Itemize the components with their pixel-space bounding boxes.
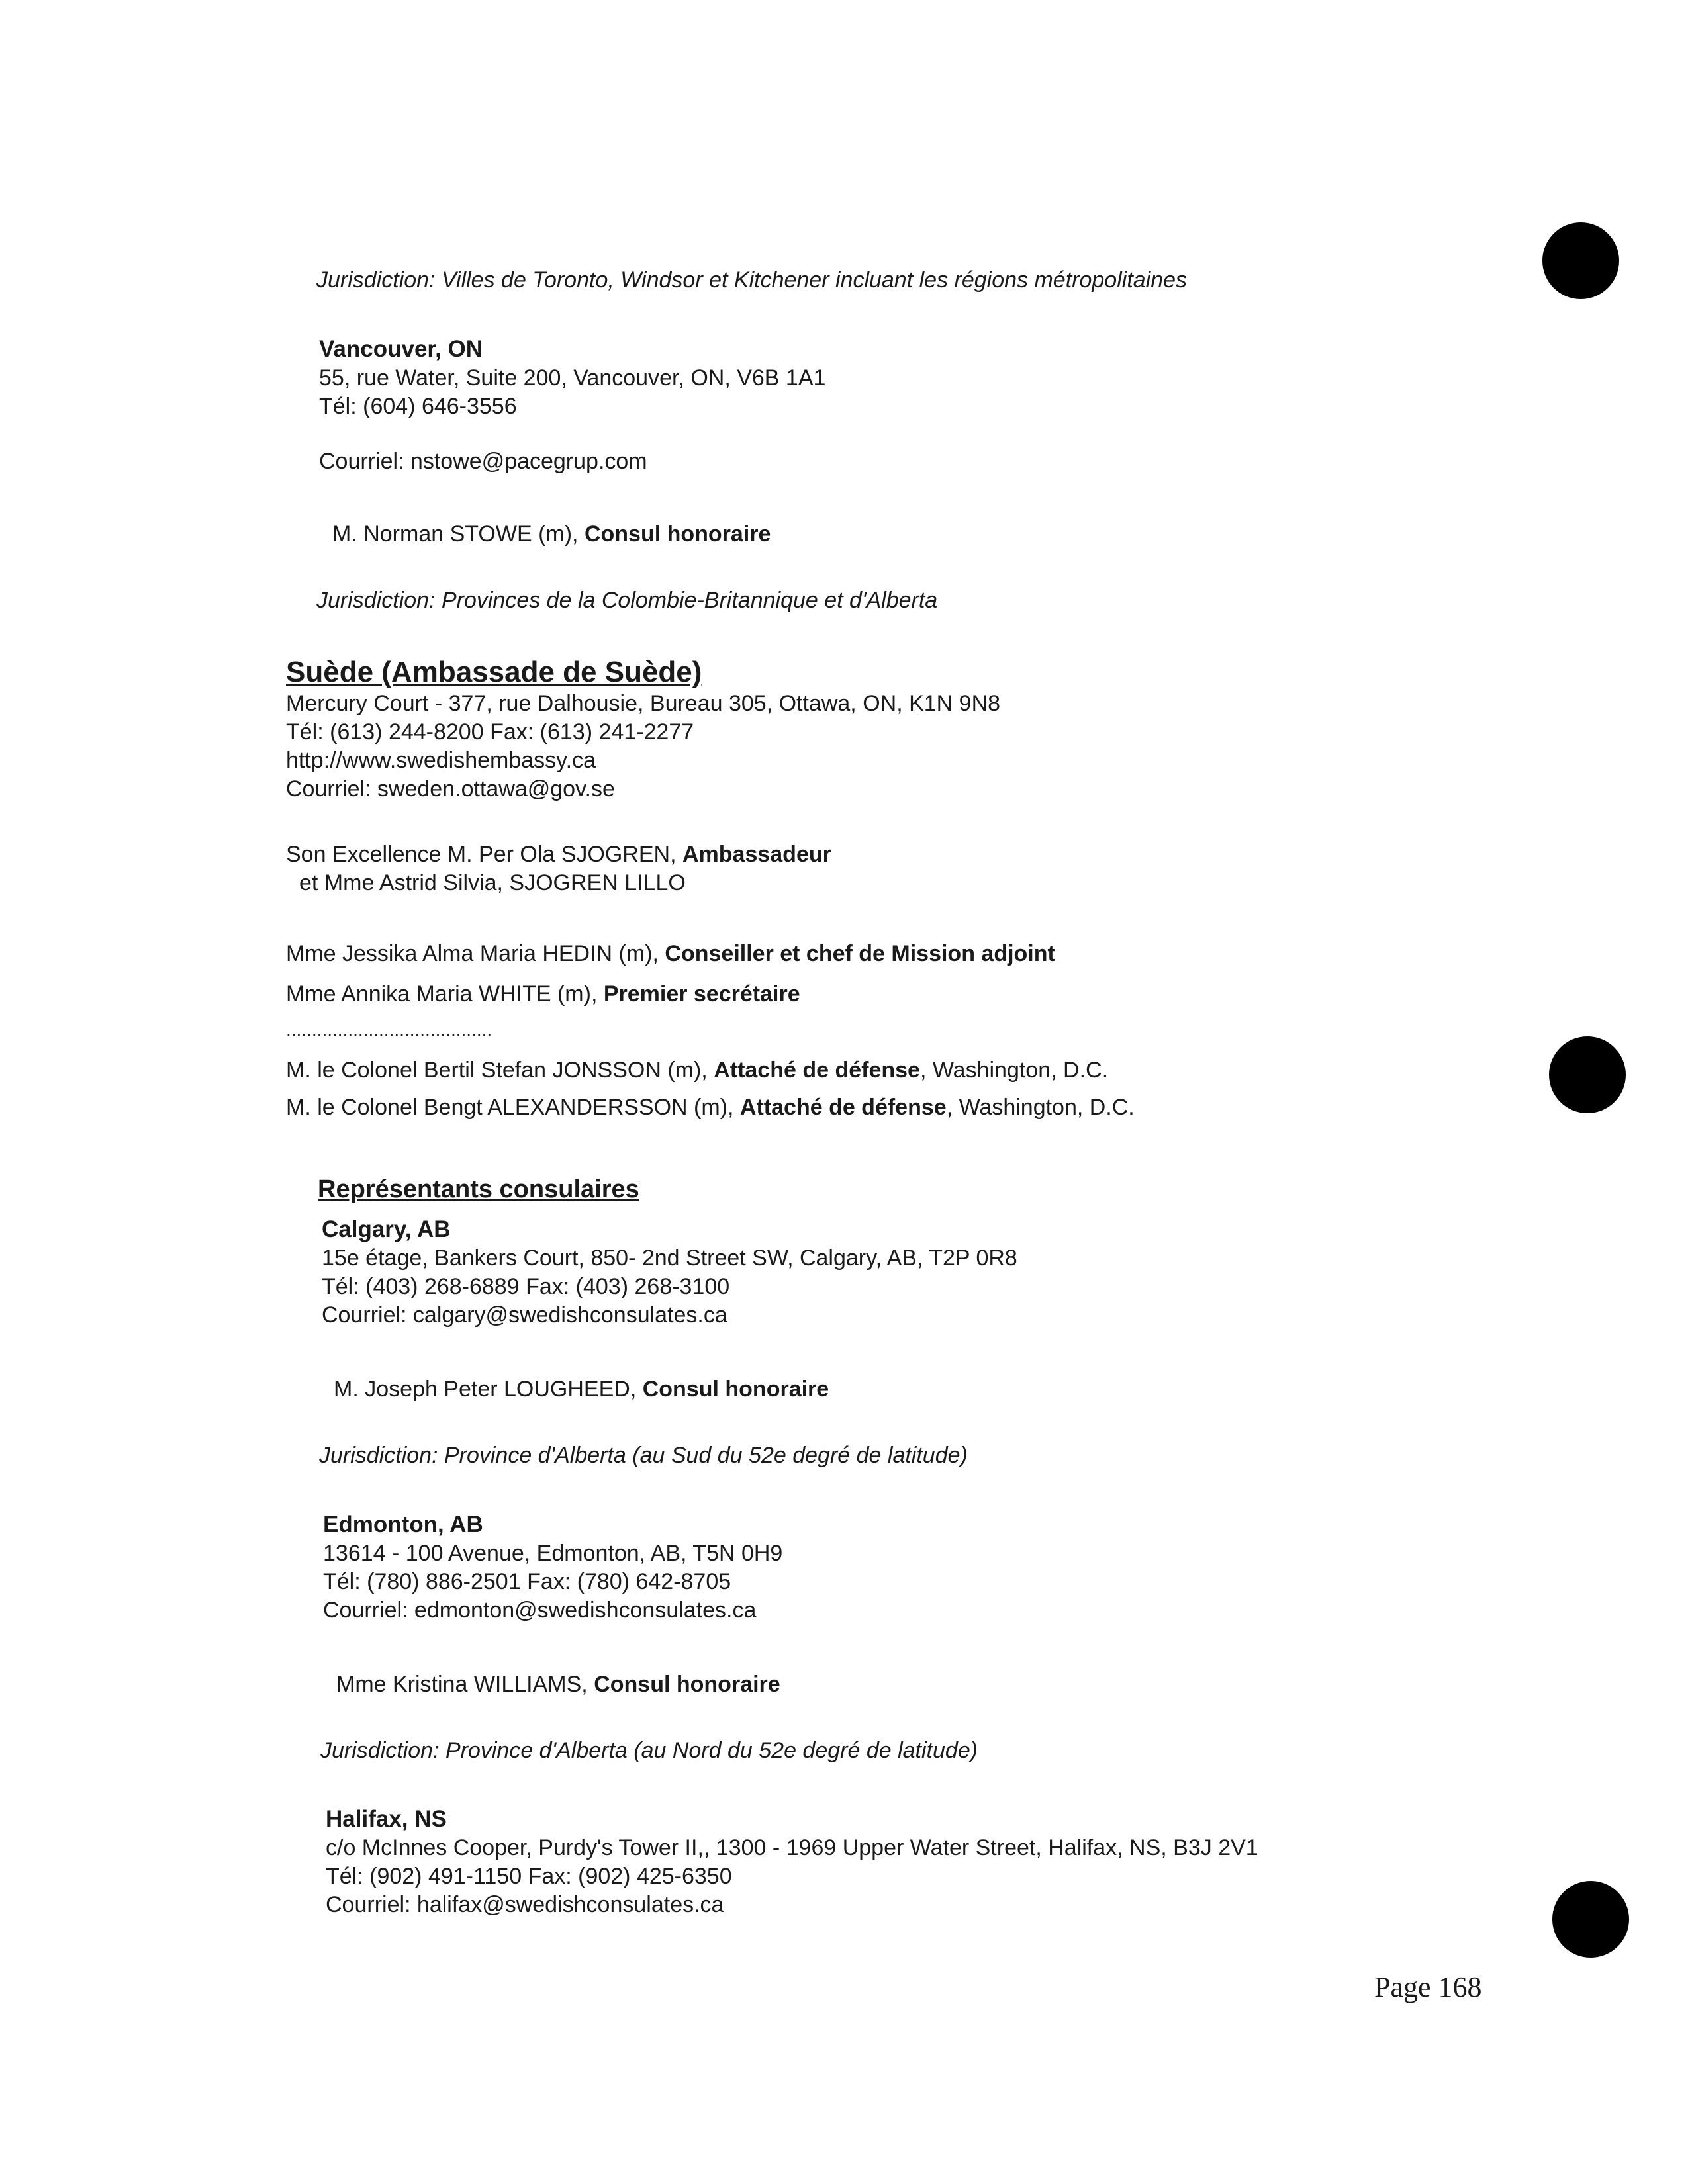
defense-attache-title: Attaché de défense <box>739 1095 947 1120</box>
defense-attache-location: , Washington, D.C. <box>946 1095 1135 1120</box>
calgary-address: 15e étage, Bankers Court, 850- 2nd Street SW, Calgary, AB, T2P 0R8 <box>322 1246 1017 1271</box>
vancouver-email: Courriel: nstowe@pacegrup.com <box>319 449 647 474</box>
edmonton-city: Edmonton, AB <box>323 1512 483 1537</box>
edmonton-consul-title: Consul honoraire <box>594 1672 780 1697</box>
staff-line <box>286 980 800 1008</box>
calgary-consul <box>334 1375 829 1403</box>
defense-attache-line <box>286 1093 1135 1121</box>
staff-title: Premier secrétaire <box>603 981 800 1007</box>
sweden-tel-fax: Tél: (613) 244-8200 Fax: (613) 241-2277 <box>286 719 694 745</box>
edmonton-jurisdiction: Jurisdiction: Province d'Alberta (au Nord du 52e degré de latitude) <box>320 1738 978 1763</box>
defense-attache-location: , Washington, D.C. <box>919 1058 1109 1083</box>
consular-heading: Représentants consulaires <box>318 1175 639 1203</box>
punch-hole-top <box>1542 222 1619 299</box>
ambassador-spouse: et Mme Astrid Silvia, SJOGREN LILLO <box>299 870 686 895</box>
punch-hole-middle <box>1549 1036 1626 1113</box>
edmonton-consul-name: Mme Kristina WILLIAMS, <box>336 1672 594 1697</box>
vancouver-address: 55, rue Water, Suite 200, Vancouver, ON, V6B 1A1 <box>319 365 826 390</box>
vancouver-consul-name: M. Norman STOWE (m), <box>332 522 585 547</box>
vancouver-consul-title: Consul honoraire <box>584 522 771 547</box>
vancouver-tel: Tél: (604) 646-3556 <box>319 394 517 419</box>
calgary-tel-fax: Tél: (403) 268-6889 Fax: (403) 268-3100 <box>322 1274 730 1299</box>
sweden-email: Courriel: sweden.ottawa@gov.se <box>286 776 615 801</box>
sweden-address: Mercury Court - 377, rue Dalhousie, Bureau 305, Ottawa, ON, K1N 9N8 <box>286 691 1001 716</box>
ambassador-line <box>286 841 831 868</box>
defense-attache-line <box>286 1056 1108 1084</box>
halifax-address: c/o McInnes Cooper, Purdy's Tower II,, 1300 - 1969 Upper Water Street, Halifax, NS, B3J 2V1 <box>326 1835 1258 1860</box>
punch-hole-bottom <box>1552 1881 1629 1958</box>
edmonton-consul <box>336 1670 780 1698</box>
sweden-heading: Suède (Ambassade de Suède) <box>286 656 702 688</box>
calgary-consul-title: Consul honoraire <box>642 1377 829 1402</box>
ambassador-name: Son Excellence M. Per Ola SJOGREN, <box>286 842 682 867</box>
calgary-jurisdiction: Jurisdiction: Province d'Alberta (au Sud du 52e degré de latitude) <box>319 1443 968 1468</box>
calgary-consul-name: M. Joseph Peter LOUGHEED, <box>334 1377 643 1402</box>
ambassador-title: Ambassadeur <box>682 842 831 867</box>
page-number: Page 168 <box>1374 1971 1482 2003</box>
edmonton-address: 13614 - 100 Avenue, Edmonton, AB, T5N 0H9 <box>323 1541 783 1566</box>
vancouver-jurisdiction: Jurisdiction: Provinces de la Colombie-Britannique et d'Alberta <box>316 588 938 613</box>
toronto-jurisdiction: Jurisdiction: Villes de Toronto, Windsor et Kitchener incluant les régions métropolitaines <box>316 267 1188 293</box>
edmonton-email: Courriel: edmonton@swedishconsulates.ca <box>323 1598 757 1623</box>
edmonton-tel-fax: Tél: (780) 886-2501 Fax: (780) 642-8705 <box>323 1569 731 1594</box>
staff-name: Mme Jessika Alma Maria HEDIN (m), <box>286 941 665 966</box>
calgary-city: Calgary, AB <box>322 1216 451 1242</box>
halifax-city: Halifax, NS <box>326 1806 447 1832</box>
defense-attache-title: Attaché de défense <box>714 1058 920 1083</box>
defense-attache-name: M. le Colonel Bertil Stefan JONSSON (m), <box>286 1058 714 1083</box>
separator-dots: ........................................ <box>286 1020 492 1040</box>
defense-attache-name: M. le Colonel Bengt ALEXANDERSSON (m), <box>286 1095 740 1120</box>
staff-name: Mme Annika Maria WHITE (m), <box>286 981 604 1007</box>
halifax-tel-fax: Tél: (902) 491-1150 Fax: (902) 425-6350 <box>326 1864 732 1889</box>
vancouver-consul <box>332 520 771 548</box>
vancouver-city: Vancouver, ON <box>319 336 483 362</box>
staff-line <box>286 940 1055 968</box>
staff-title: Conseiller et chef de Mission adjoint <box>665 941 1055 966</box>
sweden-website: http://www.swedishembassy.ca <box>286 748 596 773</box>
halifax-email: Courriel: halifax@swedishconsulates.ca <box>326 1892 724 1917</box>
calgary-email: Courriel: calgary@swedishconsulates.ca <box>322 1302 727 1328</box>
